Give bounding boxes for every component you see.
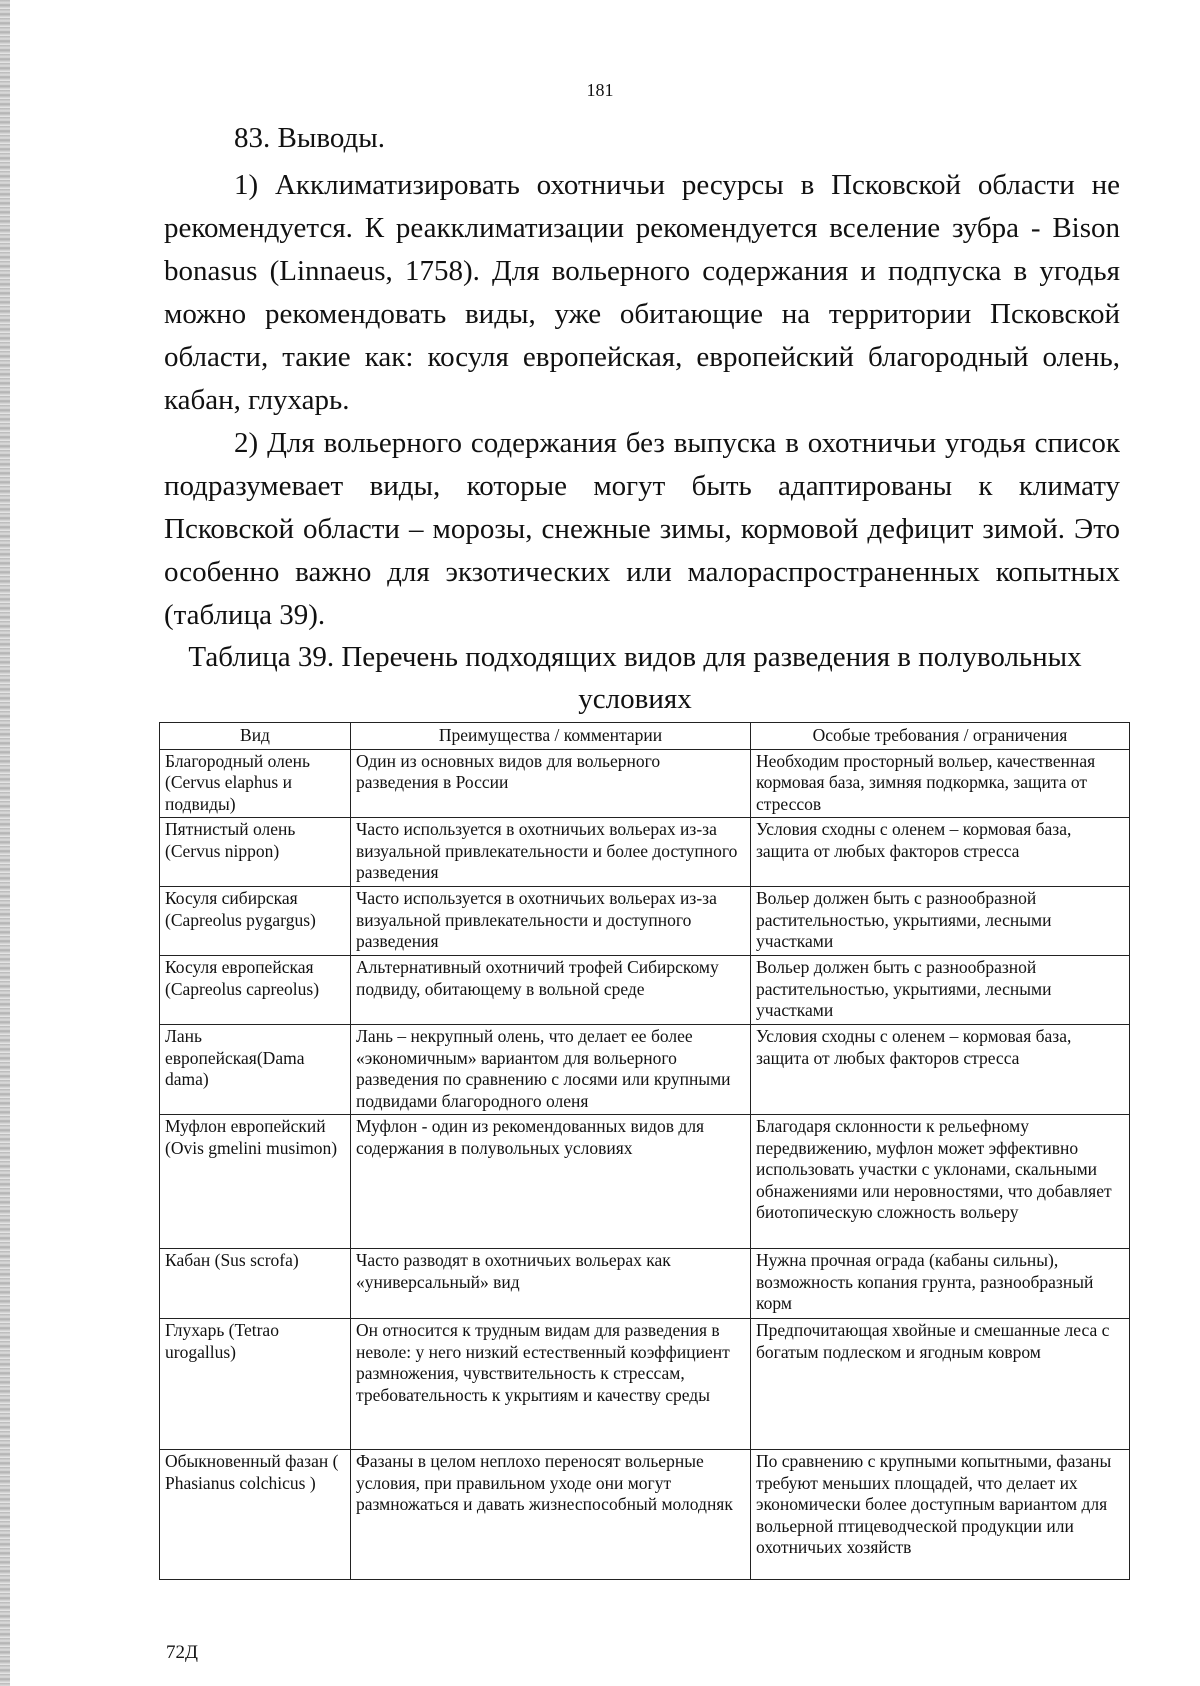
section-heading: 83. Выводы. <box>234 122 385 154</box>
requirements-cell: Необходим просторный вольер, качественная кормовая база, зимняя подкормка, защита от стрессов <box>751 749 1130 818</box>
species-cell: Муфлон европейский (Ovis gmelini musimon) <box>160 1115 351 1249</box>
table-row <box>160 1025 1130 1115</box>
advantages-cell: Один из основных видов для вольерного разведения в России <box>351 749 751 818</box>
table-caption: Таблица 39. Перечень подходящих видов для разведения в полувольных условиях <box>188 641 1082 715</box>
species-cell: Кабан (Sus scrofa) <box>160 1249 351 1319</box>
species-cell: Обыкновенный фазан ( Phasianus colchicus ) <box>160 1450 351 1580</box>
advantages-cell: Фазаны в целом неплохо переносят вольерные условия, при правильном уходе они могут размножаться и давать жизнеспособный молодняк <box>351 1450 751 1580</box>
table-row <box>160 1319 1130 1450</box>
column-header-species: Вид <box>160 723 351 750</box>
table-row <box>160 749 1130 818</box>
advantages-cell: Часто используется в охотничьих вольерах из-за визуальной привлекательности и более доступного разведения <box>351 818 751 887</box>
page-number: 181 <box>586 80 614 100</box>
species-cell: Лань европейская(Dama dama) <box>160 1025 351 1115</box>
column-header-requirements: Особые требования / ограничения <box>751 723 1130 750</box>
advantages-cell: Альтернативный охотничий трофей Сибирскому подвиду, обитающему в вольной среде <box>351 956 751 1025</box>
advantages-cell: Часто разводят в охотничьих вольерах как «универсальный» вид <box>351 1249 751 1319</box>
species-cell: Косуля сибирская (Capreolus pygargus) <box>160 887 351 956</box>
advantages-cell: Он относится к трудным видам для разведения в неволе: у него низкий естественный коэффициент размножения, чувствительность к стрессам, требовательность к укрытиям и качеству среды <box>351 1319 751 1450</box>
advantages-cell: Муфлон - один из рекомендованных видов для содержания в полувольных условиях <box>351 1115 751 1249</box>
table-header-row <box>160 723 1130 750</box>
table-row <box>160 1249 1130 1319</box>
requirements-cell: Условия сходны с оленем – кормовая база, защита от любых факторов стресса <box>751 818 1130 887</box>
table-row <box>160 818 1130 887</box>
requirements-cell: Нужна прочная ограда (кабаны сильны), возможность копания грунта, разнообразный корм <box>751 1249 1130 1319</box>
species-cell: Пятнистый олень (Cervus nippon) <box>160 818 351 887</box>
species-table <box>159 722 1130 1580</box>
requirements-cell: По сравнению с крупными копытными, фазаны требуют меньших площадей, что делает их экономически более доступным вариантом для вольерной птицеводческой продукции или охотничьих хозяйств <box>751 1450 1130 1580</box>
species-cell: Благородный олень (Cervus elaphus и подвиды) <box>160 749 351 818</box>
table-row <box>160 887 1130 956</box>
requirements-cell: Предпочитающая хвойные и смешанные леса с богатым подлеском и ягодным ковром <box>751 1319 1130 1450</box>
species-cell: Косуля европейская (Capreolus capreolus) <box>160 956 351 1025</box>
table-row <box>160 956 1130 1025</box>
scan-edge <box>0 0 10 1686</box>
table-row <box>160 1115 1130 1249</box>
paragraph-1: 1) Акклиматизировать охотничьи ресурсы в Псковской области не рекомендуется. К реакклиматизации рекомендуется вселение зубра - Bison bonasus (Linnaeus, 1758). Для вольерного содержания и подпуска в угодья можно рекомендовать виды, уже обитающие на территории Псковской области, такие как: косуля европейская, европейский благородный олень, кабан, глухарь. <box>164 169 1120 416</box>
requirements-cell: Вольер должен быть с разнообразной растительностью, укрытиями, лесными участками <box>751 887 1130 956</box>
advantages-cell: Часто используется в охотничьих вольерах из-за визуальной привлекательности и доступного разведения <box>351 887 751 956</box>
species-cell: Глухарь (Tetrao urogallus) <box>160 1319 351 1450</box>
paragraph-2: 2) Для вольерного содержания без выпуска в охотничьи угодья список подразумевает виды, которые могут быть адаптированы к климату Псковской области – морозы, снежные зимы, кормовой дефицит зимой. Это особенно важно для экзотических или малораспространенных копытных (таблица 39). <box>164 427 1120 631</box>
requirements-cell: Условия сходны с оленем – кормовая база, защита от любых факторов стресса <box>751 1025 1130 1115</box>
footer-code: 72Д <box>166 1642 198 1663</box>
table-row <box>160 1450 1130 1580</box>
advantages-cell: Лань – некрупный олень, что делает ее более «экономичным» вариантом для вольерного разведения по сравнению с лосями или крупными подвидами благородного оленя <box>351 1025 751 1115</box>
requirements-cell: Вольер должен быть с разнообразной растительностью, укрытиями, лесными участками <box>751 956 1130 1025</box>
requirements-cell: Благодаря склонности к рельефному передвижению, муфлон может эффективно использовать участки с уклонами, скальными обнажениями или неровностями, что добавляет биотопическую сложность вольеру <box>751 1115 1130 1249</box>
column-header-advantages: Преимущества / комментарии <box>351 723 751 750</box>
